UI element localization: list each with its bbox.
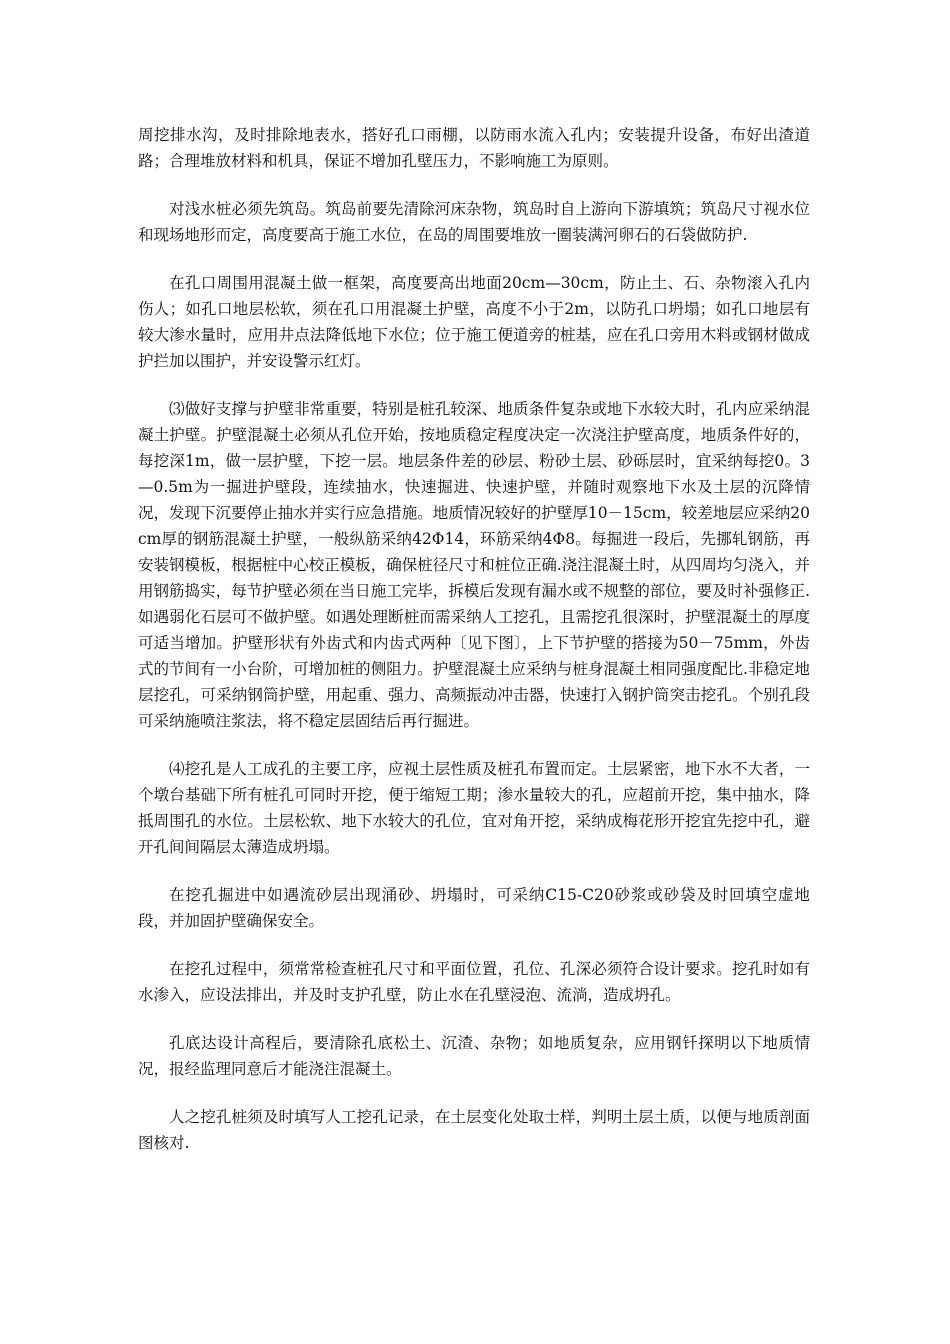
document-body bbox=[138, 122, 810, 1178]
paragraph-4: ⑶做好支撑与护壁非常重要，特别是桩孔较深、地质条件复杂或地下水较大时，孔内应采纳混凝土护壁。护壁混凝土必须从孔位开始，按地质稳定程度决定一次浇注护壁高度，地质条件好的，每挖深1m，做一层护壁，下挖一层。地层条件差的砂层、粉砂土层、砂砾层时，宜采纳每挖0。3—0.5m为一掘进护壁段，连续抽水，快速掘进、快速护壁，并随时观察地下水及土层的沉降情况，发现下沉要停止抽水并实行应急措施。地质情况较好的护壁厚10－15cm，较差地层应采纳20cm厚的钢筋混凝土护壁，一般纵筋采纳42Φ14，环筋采纳4Φ8。每掘进一段后，先挪轧钢筋，再安装钢模板，根据桩中心校正模板，确保桩径尺寸和桩位正确.浇注混凝土时，从四周均匀浇入，并用钢筋捣实，每节护壁必须在当日施工完毕，拆模后发现有漏水或不规整的部位，要及时补强修正.如遇弱化石层可不做护壁。如遇处理断桩而需采纳人工挖孔，且需挖孔很深时，护壁混凝土的厚度可适当增加。护壁形状有外齿式和内齿式两种〔见下图〕，上下节护壁的搭接为50－75mm，外齿式的节间有一小台阶，可增加桩的侧阻力。护壁混凝土应采纳与桩身混凝土相同强度配比.非稳定地层挖孔，可采纳钢筒护壁，用起重、强力、高频振动冲击器，快速打入钢护筒突击挖孔。个别孔段可采纳施喷注浆法，将不稳定层固结后再行掘进。 bbox=[138, 400, 810, 730]
paragraph-3: 在孔口周围用混凝土做一框架，高度要高出地面20cm—30cm，防止土、石、杂物滚入孔内伤人；如孔口地层松软，须在孔口用混凝土护壁，高度不小于2m，以防孔口坍塌；如孔口地层有较大渗水量时，应用井点法降低地下水位；位于施工便道旁的桩基，应在孔口旁用木料或钢材做成护拦加以围护，并安设警示红灯。 bbox=[138, 274, 810, 370]
paragraph-1: 周挖排水沟，及时排除地表水，搭好孔口雨棚，以防雨水流入孔内；安装提升设备，布好出渣道路；合理堆放材料和机具，保证不增加孔壁压力，不影响施工为原则。 bbox=[138, 126, 810, 170]
paragraph-2: 对浅水桩必须先筑岛。筑岛前要先清除河床杂物，筑岛时自上游向下游填筑；筑岛尺寸视水位和现场地形而定，高度要高于施工水位，在岛的周围要堆放一圈装满河卵石的石袋做防护. bbox=[138, 200, 810, 244]
paragraph-7: 在挖孔过程中，须常常检查桩孔尺寸和平面位置，孔位、孔深必须符合设计要求。挖孔时如有水渗入，应设法排出，并及时支护孔壁，防止水在孔壁浸泡、流淌，造成坍孔。 bbox=[138, 960, 810, 1004]
paragraph-6: 在挖孔掘进中如遇流砂层出现涌砂、坍塌时，可采纳C15-C20砂浆或砂袋及时回填空虚地段，并加固护壁确保安全。 bbox=[138, 886, 810, 930]
paragraph-5: ⑷挖孔是人工成孔的主要工序，应视土层性质及桩孔布置而定。土层紧密，地下水不大者，一个墩台基础下所有桩孔可同时开挖，便于缩短工期；渗水量较大的孔，应超前开挖，集中抽水，降抵周围孔的水位。土层松软、地下水较大的孔位，宜对角开挖，采纳成梅花形开挖宜先挖中孔，避开孔间间隔层太薄造成坍塌。 bbox=[138, 760, 810, 856]
paragraph-9: 人之挖孔桩须及时填写人工挖孔记录，在土层变化处取士样，判明土层土质，以便与地质剖面图核对. bbox=[138, 1108, 810, 1152]
paragraph-8: 孔底达设计高程后，要清除孔底松土、沉渣、杂物；如地质复杂，应用钢钎探明以下地质情况，报经监理同意后才能浇注混凝土。 bbox=[138, 1034, 810, 1078]
